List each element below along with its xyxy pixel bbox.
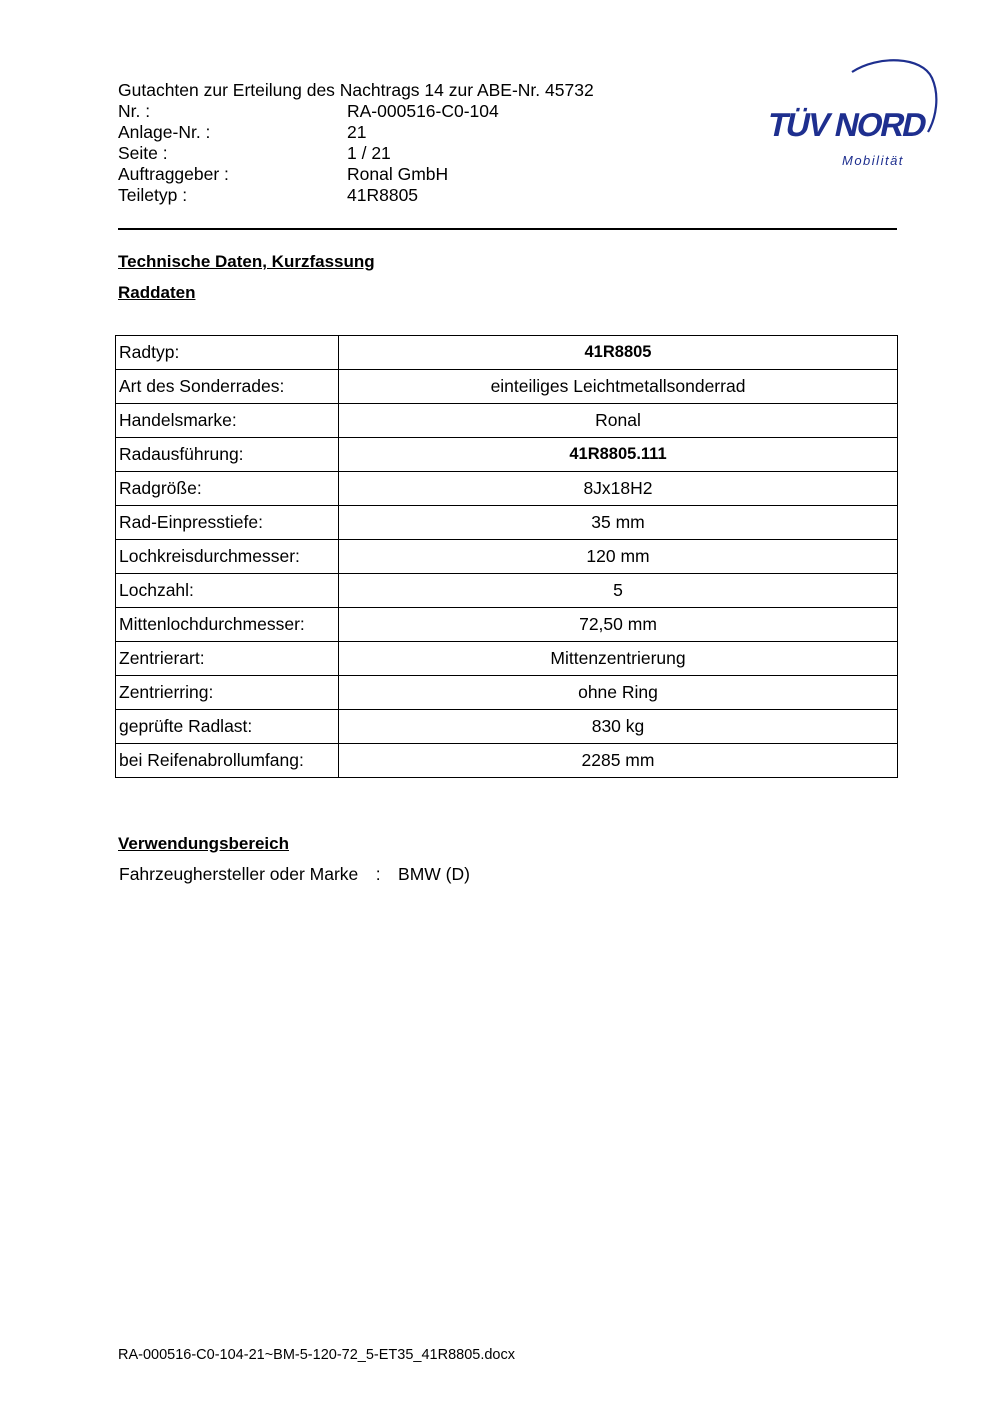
table-row — [116, 404, 898, 438]
row-label: Lochzahl: — [116, 574, 339, 608]
row-value: Ronal — [339, 404, 898, 438]
table-row — [116, 676, 898, 710]
row-value: 120 mm — [339, 540, 898, 574]
row-label: Zentrierart: — [116, 642, 339, 676]
row-label: Art des Sonderrades: — [116, 370, 339, 404]
header-field-label: Auftraggeber : — [118, 164, 229, 184]
table-row — [116, 370, 898, 404]
row-label: Radgröße: — [116, 472, 339, 506]
row-value: einteiliges Leichtmetallsonderrad — [339, 370, 898, 404]
table-row — [116, 472, 898, 506]
row-label: geprüfte Radlast: — [116, 710, 339, 744]
header-field-value: 21 — [347, 122, 367, 142]
header-field-nr — [118, 101, 594, 122]
row-value: 2285 mm — [339, 744, 898, 778]
header-field-seite — [118, 143, 594, 164]
header-field-teiletyp — [118, 185, 594, 206]
row-label: Lochkreisdurchmesser: — [116, 540, 339, 574]
header-field-value: RA-000516-C0-104 — [347, 101, 499, 121]
row-value: 41R8805.111 — [339, 438, 898, 472]
section-heading-wheel: Raddaten — [118, 283, 196, 302]
wheel-data-table — [115, 335, 898, 778]
header-field-label: Anlage-Nr. : — [118, 122, 211, 142]
document-header — [118, 80, 594, 206]
header-field-label: Nr. : — [118, 101, 151, 121]
row-label: Radtyp: — [116, 336, 339, 370]
header-field-label: Teiletyp : — [118, 185, 188, 205]
usage-separator: : — [375, 864, 381, 884]
header-divider — [118, 228, 897, 230]
row-value: 41R8805 — [339, 336, 898, 370]
usage-line — [119, 864, 470, 885]
header-field-value: Ronal GmbH — [347, 164, 449, 184]
row-label: Mittenlochdurchmesser: — [116, 608, 339, 642]
footer-filename: RA-000516-C0-104-21~BM-5-120-72_5-ET35_41R8805.docx — [118, 1347, 515, 1363]
row-value: 72,50 mm — [339, 608, 898, 642]
table-row — [116, 574, 898, 608]
row-label: Radausführung: — [116, 438, 339, 472]
table-row — [116, 710, 898, 744]
tuv-nord-logo — [760, 56, 945, 176]
section-heading-technical: Technische Daten, Kurzfassung — [118, 252, 375, 271]
header-field-auftraggeber — [118, 164, 594, 185]
header-field-label: Seite : — [118, 143, 168, 163]
row-label: Handelsmarke: — [116, 404, 339, 438]
usage-label: Fahrzeughersteller oder Marke — [119, 864, 359, 884]
header-field-value: 1 / 21 — [347, 143, 391, 163]
section-heading-usage: Verwendungsbereich — [118, 834, 289, 853]
table-row — [116, 336, 898, 370]
row-value: 830 kg — [339, 710, 898, 744]
usage-value: BMW (D) — [398, 864, 470, 884]
logo-brand-text: TÜV NORD — [764, 107, 929, 144]
table-row — [116, 540, 898, 574]
table-row — [116, 608, 898, 642]
document-title: Gutachten zur Erteilung des Nachtrags 14 zur ABE-Nr. 45732 — [118, 80, 594, 100]
row-value: ohne Ring — [339, 676, 898, 710]
table-row — [116, 506, 898, 540]
row-label: Zentrierring: — [116, 676, 339, 710]
row-value: Mittenzentrierung — [339, 642, 898, 676]
header-field-value: 41R8805 — [347, 185, 419, 205]
row-label: Rad-Einpresstiefe: — [116, 506, 339, 540]
table-row — [116, 744, 898, 778]
logo-tagline: Mobilität — [842, 153, 904, 168]
row-value: 35 mm — [339, 506, 898, 540]
table-row — [116, 438, 898, 472]
header-field-anlage — [118, 122, 594, 143]
row-label: bei Reifenabrollumfang: — [116, 744, 339, 778]
row-value: 5 — [339, 574, 898, 608]
row-value: 8Jx18H2 — [339, 472, 898, 506]
table-row — [116, 642, 898, 676]
